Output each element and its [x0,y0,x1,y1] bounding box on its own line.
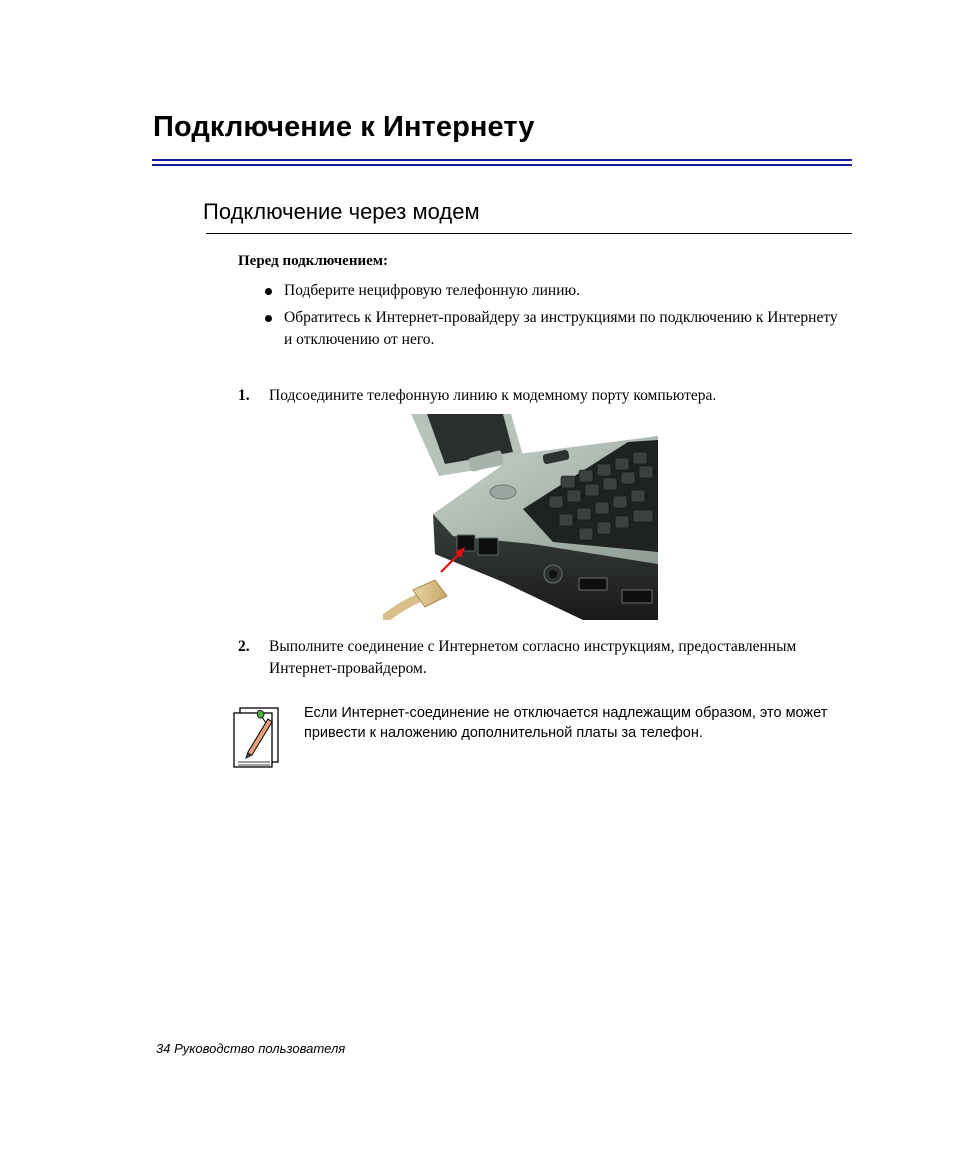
step-text: Выполните соединение с Интернетом согласно инструкциям, предоставленным Интернет-провайдером. [269,638,797,677]
section-rule [206,233,852,234]
title-double-rule [152,159,852,166]
note-text: Если Интернет-соединение не отключается надлежащим образом, это может привести к наложению дополнительной платы за телефон. [304,705,828,741]
section-title: Подключение через модем [203,199,480,224]
before-heading: Перед подключением: [238,253,388,269]
list-item [238,307,848,351]
bullet-icon [265,288,272,295]
step-number: 1. [238,387,250,404]
step-text: Подсоедините телефонную линию к модемному порту компьютера. [269,387,717,404]
list-item-text: Обратитесь к Интернет-провайдеру за инструкциями по подключению к Интернету и отключению от него. [284,309,838,348]
bullet-icon [265,315,272,322]
step-1 [238,385,838,407]
note-pencil-icon [232,705,280,769]
page-title: Подключение к Интернету [153,111,535,143]
step-number: 2. [238,638,250,655]
list-item-text: Подберите нецифровую телефонную линию. [284,282,580,299]
step-2 [238,636,838,680]
prerequisite-list [238,280,848,356]
page-footer: 34 Руководство пользователя [156,1041,346,1056]
list-item [238,280,848,302]
laptop-modem-port-photo [383,414,658,620]
